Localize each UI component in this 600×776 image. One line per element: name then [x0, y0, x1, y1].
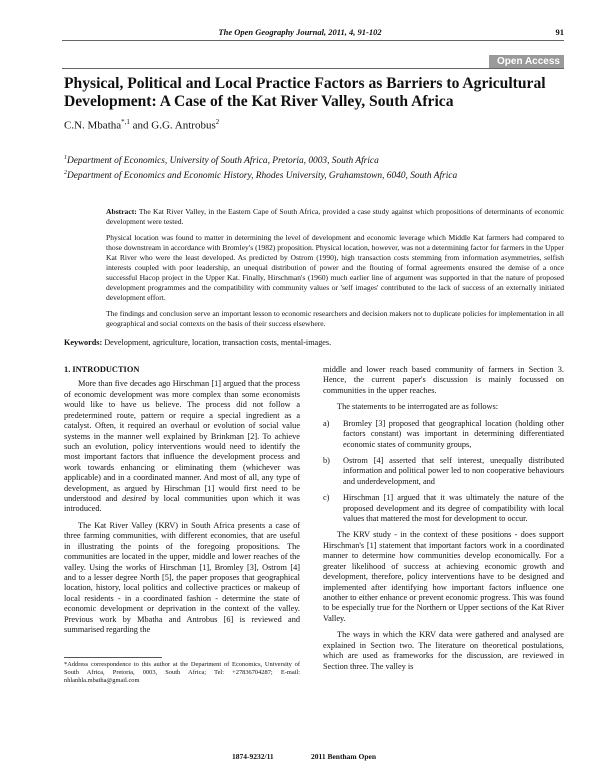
keywords: [64, 338, 331, 347]
intro-paragraph-2: The Kat River Valley (KRV) in South Africa presents a case of three farming communities, with different economies, that are useful in illustrating the points of the foregoing propositions. The communities are located in the upper, middle and lower reaches of the valley. Using the works of Hirschman [1], Bromley [3], Ostrom [4] and to a lesser degree North [5], the paper proposes that geographical location, history, local politics and collective practices or makeup of local residents - in a coordinated fashion - determine the state of economic development or deprivation in the context of the valley. Previous work by Mbatha and Antrobus [6] is reviewed and summarised regarding the: [64, 520, 300, 635]
section-heading-introduction: 1. INTRODUCTION: [64, 365, 140, 374]
badge-rule: [62, 68, 564, 69]
right-column: [323, 365, 564, 672]
affiliation-2: $^2$Department of Economics and Economic History, Rhodes University, Grahamstown, 6040, South Africa: [64, 170, 458, 182]
journal-citation: The Open Geography Journal, 2011, 4, 91-102: [218, 27, 382, 37]
footer-publisher: 2011 Bentham Open: [311, 752, 377, 761]
page-number: 91: [555, 27, 564, 37]
author-1-marker: *,1: [121, 118, 130, 126]
right-paragraph-continued: middle and lower reach based community of farmers in Section 3. Hence, the current paper's discussion is mainly focussed on communities in the upper reaches.: [323, 365, 564, 395]
statements-list: [323, 419, 564, 525]
paper-title: Physical, Political and Local Practice Factors as Barriers to Agricultural Development: A Case of the Kat River Valley, South Africa: [64, 75, 546, 110]
abstract-paragraph-2: Physical location was found to matter in determining the level of development and economic leverage which Middle Kat farmers had compared to those downstream in accordance with Bromley's (1982) proposition. Physical location, however, was not a determining factor for farmers in the Upper Kat River who were the least developed. As predicted by Ostrom (1990), high transaction costs stemming from information asymmetries, selfish interests coupled with poor leadership, an unequal distribution of power and the flouting of formal agreements ensured the demise of a once successful Hacop project in the Upper Kat. Finally, Hirschman's (1960) much earlier line of argument was supported in that the nature of proposed development programmes and the compatibility with community values or 'self images' contributed to the lack of success of an externally initiated development effort.: [106, 233, 564, 302]
krv-study-paragraph: The KRV study - in the context of these positions - does support Hirschman's [1] statement that important factors work in a coordinated manner to determine how communities develop economically. For a greater likelihood of success at achieving economic growth and development, therefore, policy interventions have to be designed and implemented after identifying how important factors influence one another to either enhance or prevent economic progress. This was found to be especially true for the Northern or Upper sections of the Kat River Valley.: [323, 530, 564, 623]
author-2: G.G. Antrobus: [151, 119, 216, 132]
keywords-label: Keywords:: [64, 338, 103, 347]
statement-item: a) Bromley [3] proposed that geographical location (holding other factors constant) was important in determining differentiated economic states of community groups,: [323, 418, 564, 449]
statement-item: c) Hirschman [1] argued that it was ultimately the nature of the proposed development and its degree of compatibility with local values that mattered the most for development to occur.: [323, 493, 564, 524]
open-access-badge: Open Access: [489, 55, 564, 68]
author-conjunction: and: [132, 119, 149, 132]
author-1: C.N. Mbatha: [64, 119, 122, 132]
methods-paragraph: The ways in which the KRV data were gathered and analysed are explained in Section two. The literature on theoretical postulations, which are used as frameworks for the discussion, are reviewed in Section three. The valley is: [323, 630, 564, 671]
abstract-paragraph-1: Abstract: The Kat River Valley, in the Eastern Cape of South Africa, provided a case study against which propositions of determinants of economic development were tested.: [106, 207, 564, 226]
footer-issn: 1874-9232/11: [232, 752, 274, 761]
abstract-label: Abstract:: [106, 207, 137, 216]
footnote-rule: [64, 657, 162, 658]
abstract-paragraph-3: The findings and conclusion serve an important lesson to economic researchers and decision makers not to duplicate policies for implementation in all geographical and social contexts on the basis of their success elsewhere.: [106, 308, 564, 328]
left-column: [64, 365, 300, 636]
abstract: [106, 207, 564, 335]
intro-paragraph-1: More than five decades ago Hirschman [1] argued that the process of economic development was more complex than some economists would like to have us believe. The process did not follow a predetermined route, pattern or require a special ingredient as a catalyst. Often, it required an overhaul or evolution of social value systems in the manner well explained by Brinkman [2]. To achieve such an evolution, policy interventions would need to identify the most important factors that influence the development process and work towards enhancing or eliminating them (whichever was applicable) and in a coordinated manner. And most of all, any type of development, as argued by Hirschman [1] would first need to be understood and desired by local communities upon which it was introduced.: [64, 379, 300, 514]
author-list: [64, 118, 219, 132]
statement-item: b) Ostrom [4] asserted that self interest, unequally distributed information and political power led to non cooperative behaviours and underdevelopment, and: [323, 455, 564, 486]
keywords-text: Development, agriculture, location, transaction costs, mental-images.: [104, 338, 332, 347]
header-rule: [62, 40, 564, 41]
affiliation-1: $^1$Department of Economics, University of South Africa, Pretoria, 0003, South Africa: [64, 155, 379, 167]
statements-intro: The statements to be interrogated are as follows:: [337, 402, 499, 412]
correspondence-footnote: *Address correspondence to this author at the Department of Economics, University of South Africa, Pretoria, 0003, South Africa; Tel: +27836704287; E-mail: nhlanhla.mbatha@gmail.com: [64, 661, 300, 684]
author-2-marker: 2: [215, 118, 220, 126]
